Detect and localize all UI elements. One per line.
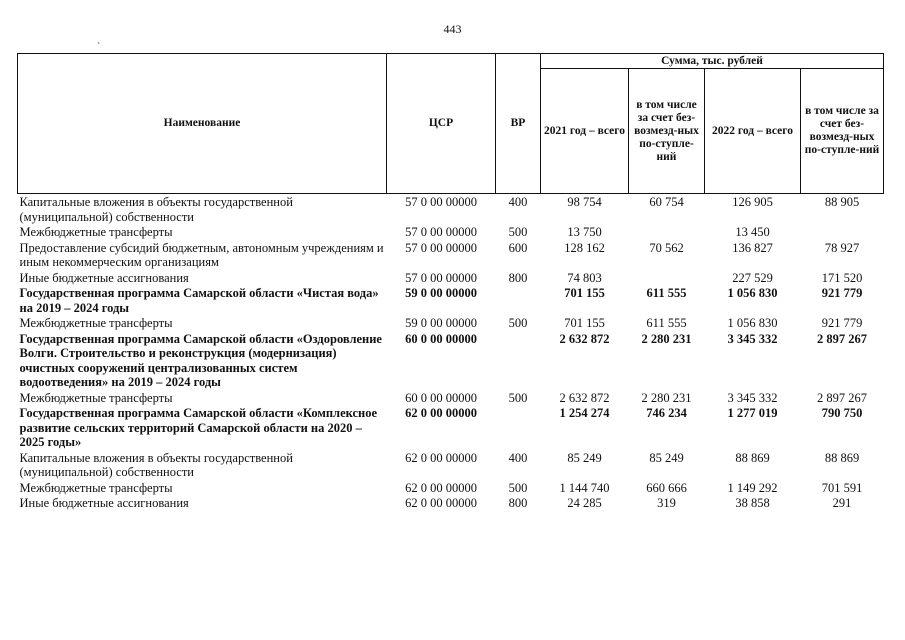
row-name: Предоставление субсидий бюджетным, автономным учреждениям и иным некоммерческим организациям xyxy=(19,240,384,269)
row-csr: 62 0 00 00000 xyxy=(405,496,477,510)
row-2021-total: 2 632 872 xyxy=(559,390,610,405)
row-csr: 62 0 00 00000 xyxy=(405,450,477,465)
row-2022-gratis: 2 897 267 xyxy=(817,331,867,346)
table-row xyxy=(18,285,884,315)
header-2022-total: 2022 год – всего xyxy=(705,69,801,194)
row-2021-total: 128 162 xyxy=(564,240,605,255)
row-2022-total: 13 450 xyxy=(735,225,770,239)
row-name: Государственная программа Самарской области «Оздоровление Волги. Строительство и реконструкция (модернизация) очистных сооружений централизованных систем водоотведения» на 2019 – 2024 годы xyxy=(19,331,382,389)
row-vr: 600 xyxy=(508,240,528,255)
row-2022-gratis: 701 591 xyxy=(821,480,863,495)
row-2022-total: 136 827 xyxy=(732,240,773,255)
row-2022-gratis: 291 xyxy=(832,496,852,510)
row-2021-total: 701 155 xyxy=(564,286,605,300)
row-2021-gratis: 2 280 231 xyxy=(641,331,692,346)
row-2021-total: 1 254 274 xyxy=(559,406,610,420)
row-2022-total: 1 056 830 xyxy=(727,316,778,330)
row-2022-total: 3 345 332 xyxy=(727,390,778,405)
row-vr: 800 xyxy=(508,270,528,285)
header-csr: ЦСР xyxy=(387,54,496,194)
table-row xyxy=(18,331,884,390)
row-name: Государственная программа Самарской области «Комплексное развитие сельских территорий Самарской области на 2020 – 2025 годы» xyxy=(19,406,378,449)
row-csr: 60 0 00 00000 xyxy=(405,390,477,405)
table-body xyxy=(18,194,884,511)
row-csr: 57 0 00 00000 xyxy=(405,195,477,209)
table-header xyxy=(18,54,884,194)
budget-table xyxy=(17,53,884,511)
row-2021-gratis xyxy=(629,224,705,240)
table-row xyxy=(18,405,884,450)
table-row xyxy=(18,270,884,286)
row-2021-total: 13 750 xyxy=(567,225,602,239)
table-row xyxy=(18,315,884,331)
row-2022-gratis: 921 779 xyxy=(821,316,863,330)
row-2021-total: 85 249 xyxy=(567,450,602,465)
row-vr xyxy=(496,285,541,315)
row-2022-total: 1 149 292 xyxy=(727,480,778,495)
row-2022-gratis: 88 869 xyxy=(824,450,860,465)
row-2021-total: 1 144 740 xyxy=(559,480,610,495)
row-2021-gratis: 611 555 xyxy=(646,316,687,330)
table-row xyxy=(18,450,884,480)
row-2021-gratis: 2 280 231 xyxy=(641,390,692,405)
row-2022-total: 88 869 xyxy=(735,450,770,465)
row-vr: 500 xyxy=(508,316,528,330)
table-row xyxy=(18,390,884,406)
row-vr: 400 xyxy=(508,450,528,465)
table-row xyxy=(18,480,884,496)
row-csr: 57 0 00 00000 xyxy=(405,270,477,285)
header-2021-total: 2021 год – всего xyxy=(541,69,629,194)
row-csr: 59 0 00 00000 xyxy=(405,286,477,300)
scan-mark: ˋ xyxy=(97,42,101,53)
row-csr: 57 0 00 00000 xyxy=(405,225,477,239)
table-row xyxy=(18,194,884,225)
row-2021-total: 701 155 xyxy=(564,316,605,330)
row-2021-total: 98 754 xyxy=(567,195,602,209)
row-vr xyxy=(496,405,541,450)
row-2022-total: 3 345 332 xyxy=(727,331,778,346)
row-csr: 62 0 00 00000 xyxy=(405,480,477,495)
row-vr: 500 xyxy=(508,480,528,495)
row-vr: 800 xyxy=(508,496,528,510)
row-name: Иные бюджетные ассигнования xyxy=(19,270,189,285)
row-name: Межбюджетные трансферты xyxy=(19,390,173,405)
row-2022-total: 38 858 xyxy=(735,496,770,510)
header-sum-group: Сумма, тыс. рублей xyxy=(541,54,884,69)
row-2022-gratis: 2 897 267 xyxy=(817,390,867,405)
row-vr: 400 xyxy=(508,195,528,209)
row-2022-total: 1 277 019 xyxy=(727,406,778,420)
row-vr: 500 xyxy=(508,390,528,405)
row-2022-total: 126 905 xyxy=(732,195,773,209)
row-csr: 62 0 00 00000 xyxy=(405,406,477,420)
row-2021-total: 24 285 xyxy=(567,496,602,510)
header-name: Наименование xyxy=(18,54,387,194)
row-vr: 500 xyxy=(508,225,528,239)
row-2022-gratis xyxy=(801,224,884,240)
row-2022-gratis: 78 927 xyxy=(824,240,860,255)
row-2021-gratis: 60 754 xyxy=(649,195,684,209)
row-2022-total: 1 056 830 xyxy=(727,286,778,300)
row-name: Иные бюджетные ассигнования xyxy=(19,496,189,510)
row-csr: 57 0 00 00000 xyxy=(405,240,477,255)
row-name: Государственная программа Самарской области «Чистая вода» на 2019 – 2024 годы xyxy=(19,286,379,315)
row-2021-gratis: 319 xyxy=(657,496,676,510)
header-vr: ВР xyxy=(496,54,541,194)
row-2021-gratis: 85 249 xyxy=(649,450,684,465)
row-2022-gratis: 921 779 xyxy=(821,286,863,300)
row-2021-gratis: 746 234 xyxy=(646,406,687,420)
row-2022-total: 227 529 xyxy=(732,270,773,285)
row-name: Межбюджетные трансферты xyxy=(19,225,173,239)
row-name: Межбюджетные трансферты xyxy=(19,316,173,330)
row-2021-gratis: 70 562 xyxy=(649,240,684,255)
row-name: Капитальные вложения в объекты государственной (муниципальной) собственности xyxy=(19,195,293,224)
row-vr xyxy=(496,331,541,390)
row-csr: 59 0 00 00000 xyxy=(405,316,477,330)
row-name: Межбюджетные трансферты xyxy=(19,480,173,495)
row-2021-total: 74 803 xyxy=(567,270,602,285)
page-number: 443 xyxy=(443,22,462,36)
row-2021-total: 2 632 872 xyxy=(559,331,610,346)
table-row xyxy=(18,224,884,240)
table-row xyxy=(18,495,884,511)
row-2022-gratis: 171 520 xyxy=(821,270,863,285)
row-2022-gratis: 88 905 xyxy=(824,195,860,209)
row-2021-gratis xyxy=(629,270,705,286)
row-name: Капитальные вложения в объекты государственной (муниципальной) собственности xyxy=(19,450,293,479)
header-2022-gratis: в том числе за счет без-возмезд-ных по-ступле-ний xyxy=(801,69,884,194)
row-csr: 60 0 00 00000 xyxy=(405,331,477,346)
row-2021-gratis: 660 666 xyxy=(646,480,687,495)
row-2022-gratis: 790 750 xyxy=(821,406,863,420)
row-2021-gratis: 611 555 xyxy=(646,286,687,300)
header-2021-gratis: в том числе за счет без-возмезд-ных по-ступле-ний xyxy=(629,69,705,194)
table-row xyxy=(18,240,884,270)
